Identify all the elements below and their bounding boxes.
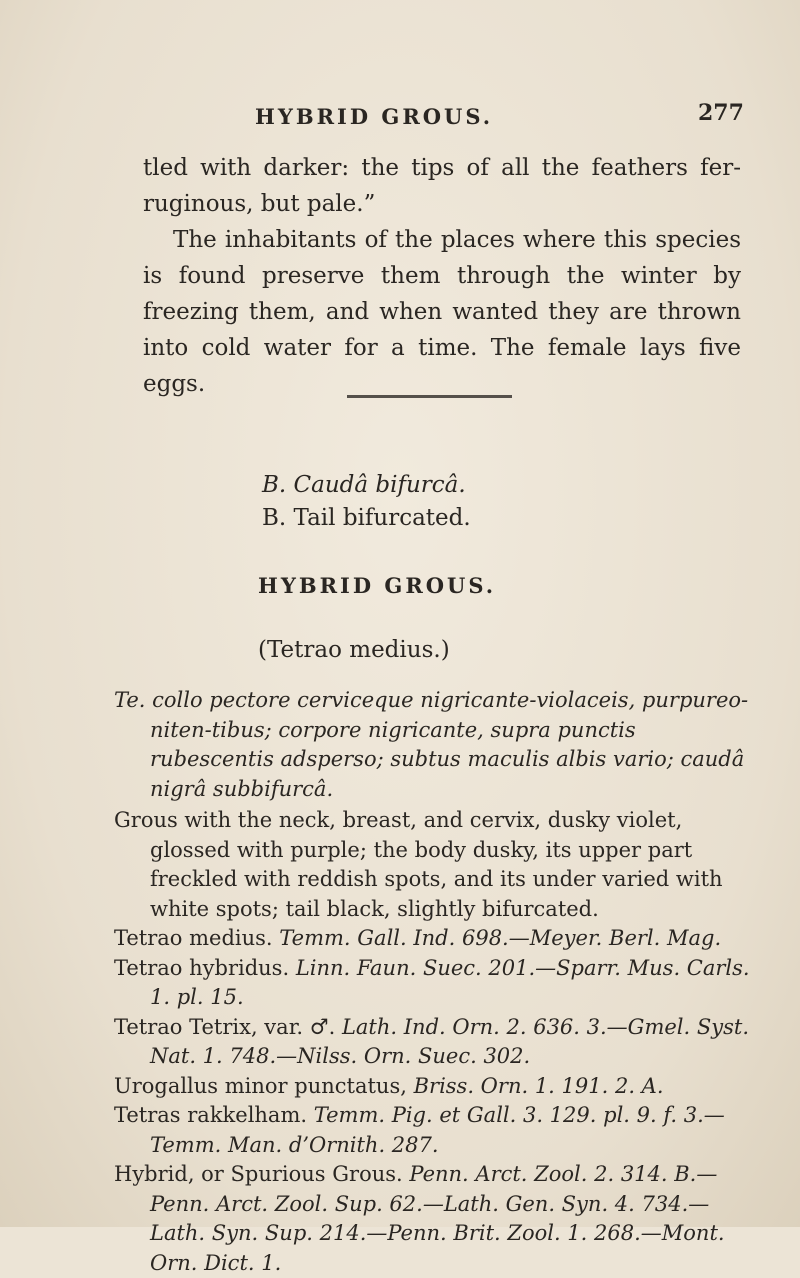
synonym-reference: Penn. Arct. Zool. 2. 314. B.—Penn. Arct. Zool. Sup. 62.—Lath. Gen. Syn. 4. 734.—Lath. Syn. Sup. 214.—Penn. Brit. Zool. 1. 268.—Mont. Orn. Dict. 1. [150, 1162, 725, 1275]
paragraph-continuation: tled with darker: the tips of all the feathers fer-ruginous, but pale.” [143, 155, 741, 217]
synonym-reference: Temm. Pig. et Gall. 3. 129. pl. 9. f. 3.—Temm. Man. d’Ornith. 287. [150, 1103, 725, 1157]
paragraph-inhabitants: The inhabitants of the places where this species is found preserve them through the winter by freezing them, and when wanted they are thrown into cold water for a time. The female lays five eggs. [143, 227, 741, 397]
species-latin-name [258, 637, 450, 663]
page-number: 277 [698, 100, 744, 126]
synonym-reference: Lath. Ind. Orn. 2. 636. 3.—Gmel. Syst. Nat. 1. 748.—Nilss. Orn. Suec. 302. [150, 1014, 749, 1068]
synonym-name: Tetrao Tetrix, var. ♂. [114, 1014, 336, 1039]
synonym-reference: Temm. Gall. Ind. 698.—Meyer. Berl. Mag. [279, 926, 722, 950]
synonym-entry [114, 924, 754, 954]
synonym-entry [114, 954, 754, 1013]
synonym-name: Tetras rakkelham. [114, 1103, 308, 1127]
synonym-entry [114, 1101, 754, 1160]
paren-open: ( [258, 637, 267, 663]
synonym-entry [114, 1072, 754, 1102]
running-head: HYBRID GROUS. [255, 104, 494, 129]
synonym-reference: Linn. Faun. Suec. 201.—Sparr. Mus. Carls. 1. pl. 15. [150, 955, 750, 1009]
english-description: Grous with the neck, breast, and cervix, dusky violet, glossed with purple; the body dusky, its upper part freckled with reddish spots, and its under varied with white spots; tail black, slightly bifurcated. [114, 808, 723, 921]
synonym-name: Urogallus minor punctatus, [114, 1073, 407, 1098]
subsection-latin-heading: B. Caudâ bifurcâ. [262, 472, 466, 498]
synonym-name: Tetrao medius. [114, 926, 273, 950]
subsection-english-heading: B. Tail bifurcated. [262, 505, 471, 531]
section-divider [347, 395, 512, 398]
paren-close: ) [440, 637, 450, 663]
synonym-name: Tetrao hybridus. [114, 955, 290, 980]
latin-name-text: Tetrao medius. [266, 637, 441, 663]
species-title: HYBRID GROUS. [258, 573, 497, 598]
body-text [143, 150, 741, 402]
synonym-entry [114, 1013, 754, 1072]
species-entries [114, 686, 754, 1278]
synonym-reference: Briss. Orn. 1. 191. 2. A. [413, 1073, 664, 1098]
synonym-name: Hybrid, or Spurious Grous. [114, 1162, 403, 1186]
latin-diagnosis: Te. collo pectore cerviceque nigricante-violaceis, purpureo-niten-tibus; corpore nigricante, supra punctis rubescentis adsperso; subtus maculis albis vario; caudâ nigrâ subbifurcâ. [114, 688, 749, 801]
synonym-entry [114, 1160, 754, 1278]
